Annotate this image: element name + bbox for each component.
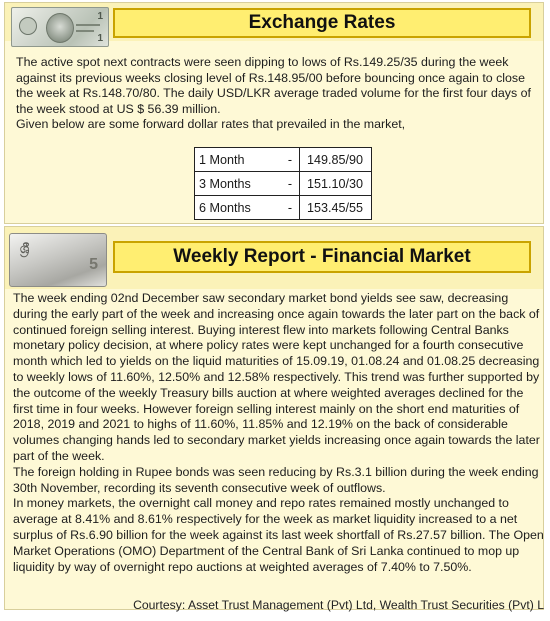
exchange-intro-line: Given below are some forward dollar rates that prevailed in the market, [16,117,406,131]
banknote-number-top: 1 [97,11,103,22]
period-cell: 6 Months [195,196,282,220]
banknote-seal [19,17,37,35]
separator-cell: - [281,172,300,196]
period-cell: 1 Month [195,148,282,172]
weekly-paragraph-3: In money markets, the overnight call money and repo rates remained mostly unchanged to average at 8.41% and 8.61% respectively for the week as market liquidity increased to a net surplus of Rs.6.90 billion for the week against its last week shortfall of Rs.27.57 billion. The Open Market Operations (OMO) Department of the Central Bank of Sri Lanka continued to mop up liquidity by way of overnight repo auctions at weighted averages of 7.40% to 7.50%. [13,496,544,574]
weekly-paragraph-1: The week ending 02nd December saw secondary market bond yields see saw, decreasing during the early part of the week and increasing once again towards the later part on the back of continued foreign selling interest. Buying interest flew into markets following Central Banks monetary policy decision, at where policy rates were kept unchanged for a fourth consecutive month which led to yields on the liquid maturities of 15.09.19, 01.08.24 and 01.08.25 decreasing to weekly lows of 11.60%, 12.50% and 12.58% respectively. This trend was further supported by the outcome of the weekly Treasury bills auction at where weighted averages declined for the first time in four weeks. However foreign selling interest mainly on the short end maturities of 2018, 2019 and 2021 to highs of 11.60%, 11.85% and 12.19% on the back of considerable volumes changing hands led to secondary market yields increasing once again towards the later part of the week. [13,291,540,463]
exchange-paragraph: The active spot next contracts were seen dipping to lows of Rs.149.25/35 during the week against its previous weeks closing level of Rs.148.95/00 before bouncing once again to close the week at Rs.148.70/80. The daily USD/LKR average traded volume for the first four days of the week stood at US $ 56.39 million. [16,55,531,116]
separator-cell: - [281,148,300,172]
separator-cell: - [281,196,300,220]
banknote-portrait [46,13,74,43]
weekly-report-section [4,226,544,610]
coin-script: ශ්‍රී [20,242,31,257]
dollar-banknote-image [11,7,109,47]
rate-cell: 153.45/55 [300,196,372,220]
forward-rates-table [194,147,372,220]
banknote-number-bottom: 1 [97,33,103,44]
exchange-rates-title: Exchange Rates [113,8,531,38]
rate-cell: 151.10/30 [300,172,372,196]
courtesy-credit: Courtesy: Asset Trust Management (Pvt) Ltd, Wealth Trust Securities (Pvt) L [133,598,544,612]
table-row [195,172,372,196]
coin-number: 5 [89,256,98,273]
weekly-report-title: Weekly Report - Financial Market [113,241,531,273]
weekly-report-body [13,291,545,575]
table-row [195,148,372,172]
rate-cell: 149.85/90 [300,148,372,172]
table-row [195,196,372,220]
rupee-coin-image [9,233,107,287]
weekly-paragraph-2: The foreign holding in Rupee bonds was seen reducing by Rs.3.1 billion during the week ending 30th November, recording its seventh consecutive week of outflows. [13,464,539,495]
period-cell: 3 Months [195,172,282,196]
